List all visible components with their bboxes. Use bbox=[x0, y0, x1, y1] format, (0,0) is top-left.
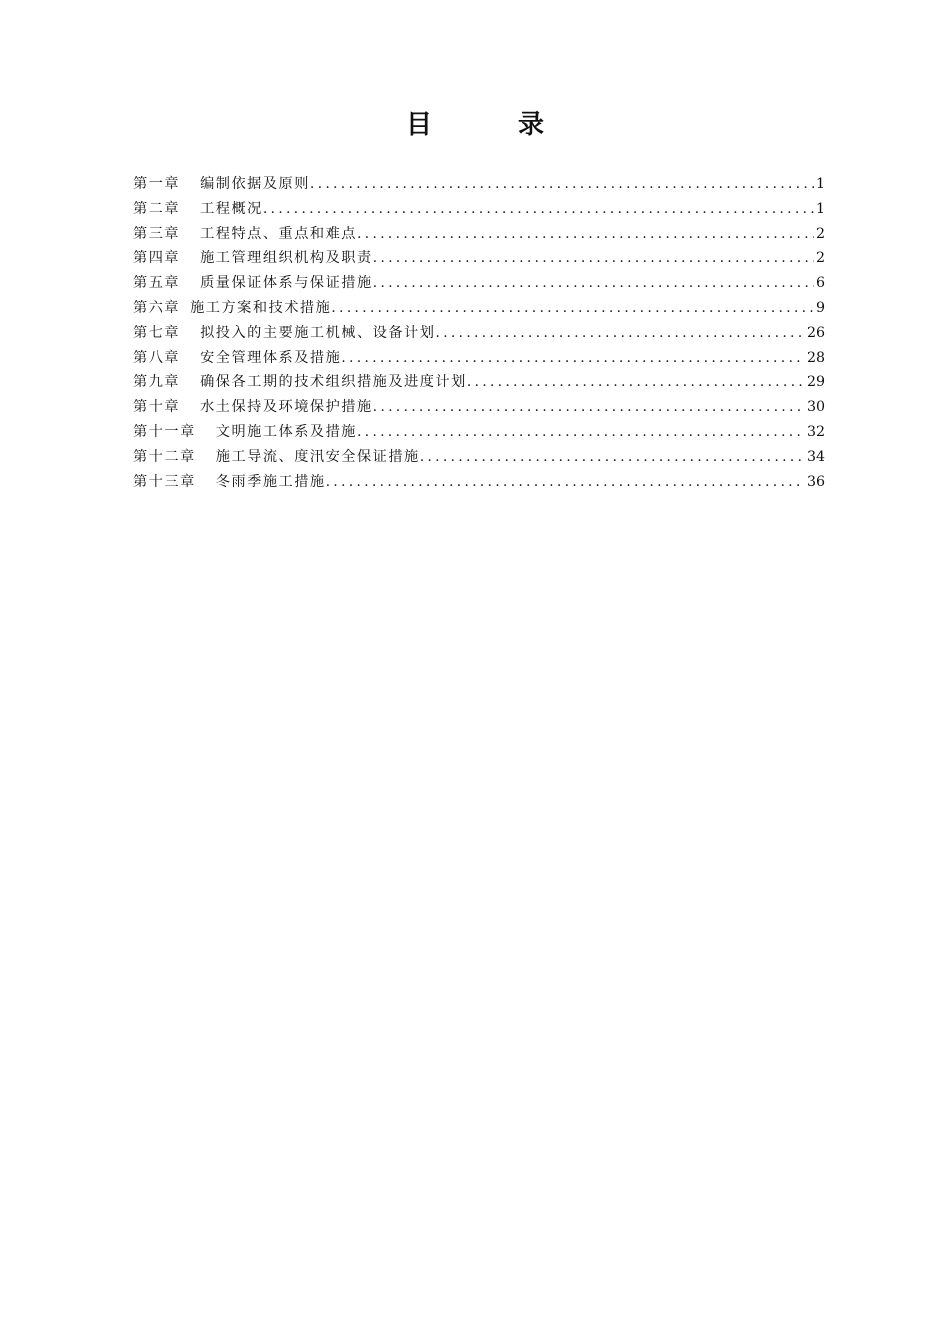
toc-page-number: 32 bbox=[806, 423, 825, 440]
toc-chapter-label: 第四章 bbox=[133, 250, 181, 267]
toc-dot-leader bbox=[331, 296, 814, 321]
toc-chapter-title: 施工导流、度汛安全保证措施 bbox=[215, 448, 420, 465]
toc-entry[interactable] bbox=[133, 321, 825, 346]
toc-chapter-label: 第十章 bbox=[133, 399, 181, 416]
toc-page-number: 36 bbox=[806, 473, 825, 490]
toc-entry[interactable] bbox=[133, 370, 825, 395]
toc-title: 目 录 bbox=[405, 110, 574, 140]
toc-entry[interactable] bbox=[133, 172, 825, 197]
toc-chapter-title: 安全管理体系及措施 bbox=[200, 349, 342, 366]
toc-chapter-label: 第十二章 bbox=[133, 448, 196, 465]
toc-page-number: 1 bbox=[815, 200, 825, 217]
toc-chapter-title: 确保各工期的技术组织措施及进度计划 bbox=[200, 374, 467, 391]
toc-chapter-title: 冬雨季施工措施 bbox=[215, 473, 326, 490]
toc-dot-leader bbox=[420, 445, 805, 470]
toc-dot-leader bbox=[373, 246, 814, 271]
toc-page-number: 28 bbox=[806, 349, 825, 366]
toc-chapter-title: 工程概况 bbox=[200, 200, 263, 217]
toc-entry[interactable] bbox=[133, 271, 825, 296]
toc-dot-leader bbox=[373, 271, 814, 296]
toc-chapter-label: 第十一章 bbox=[133, 423, 196, 440]
toc-chapter-title: 拟投入的主要施工机械、设备计划 bbox=[200, 324, 436, 341]
toc-dot-leader bbox=[357, 222, 814, 247]
toc-chapter-title: 编制依据及原则 bbox=[200, 176, 310, 192]
toc-dot-leader bbox=[310, 172, 814, 197]
toc-dot-leader bbox=[467, 370, 805, 395]
toc-page-number: 9 bbox=[815, 299, 825, 316]
toc-page-number: 29 bbox=[806, 374, 825, 391]
toc-chapter-label: 第八章 bbox=[133, 349, 181, 366]
toc-dot-leader bbox=[263, 197, 814, 222]
toc-chapter-title: 施工方案和技术措施 bbox=[190, 299, 332, 316]
toc-dot-leader bbox=[373, 395, 805, 420]
toc-chapter-title: 施工管理组织机构及职责 bbox=[200, 250, 373, 267]
toc-page-number: 30 bbox=[806, 399, 825, 416]
toc-entry[interactable] bbox=[133, 296, 825, 321]
toc-chapter-label: 第一章 bbox=[133, 176, 181, 192]
toc-page-number: 6 bbox=[815, 275, 825, 292]
toc-page-number: 2 bbox=[815, 250, 825, 267]
toc-chapter-label: 第十三章 bbox=[133, 473, 196, 490]
toc-chapter-label: 第七章 bbox=[133, 324, 181, 341]
toc-dot-leader bbox=[435, 321, 805, 346]
toc-entry[interactable] bbox=[133, 246, 825, 271]
toc-entry[interactable] bbox=[133, 470, 825, 495]
toc-chapter-title: 工程特点、重点和难点 bbox=[200, 225, 357, 242]
toc-chapter-label: 第九章 bbox=[133, 374, 181, 391]
toc-entry[interactable] bbox=[133, 420, 825, 445]
toc-entry[interactable] bbox=[133, 197, 825, 222]
toc-entry[interactable] bbox=[133, 346, 825, 371]
toc-entry[interactable] bbox=[133, 222, 825, 247]
toc-chapter-title: 质量保证体系与保证措施 bbox=[200, 275, 373, 292]
toc-chapter-label: 第六章 bbox=[133, 299, 181, 316]
toc-dot-leader bbox=[341, 346, 805, 371]
toc-dot-leader bbox=[326, 470, 805, 495]
toc-page-number: 1 bbox=[815, 176, 825, 192]
toc-chapter-title: 水土保持及环境保护措施 bbox=[200, 399, 373, 416]
toc-chapter-title: 文明施工体系及措施 bbox=[215, 423, 357, 440]
toc-dot-leader bbox=[357, 420, 805, 445]
toc-entry[interactable] bbox=[133, 445, 825, 470]
toc-page-number: 34 bbox=[806, 448, 825, 465]
toc-entry[interactable] bbox=[133, 395, 825, 420]
toc-chapter-label: 第五章 bbox=[133, 275, 181, 292]
toc-chapter-label: 第三章 bbox=[133, 225, 181, 242]
toc-page-number: 26 bbox=[806, 324, 825, 341]
toc-chapter-label: 第二章 bbox=[133, 200, 181, 217]
toc-page-number: 2 bbox=[815, 225, 825, 242]
toc-list bbox=[133, 172, 825, 494]
